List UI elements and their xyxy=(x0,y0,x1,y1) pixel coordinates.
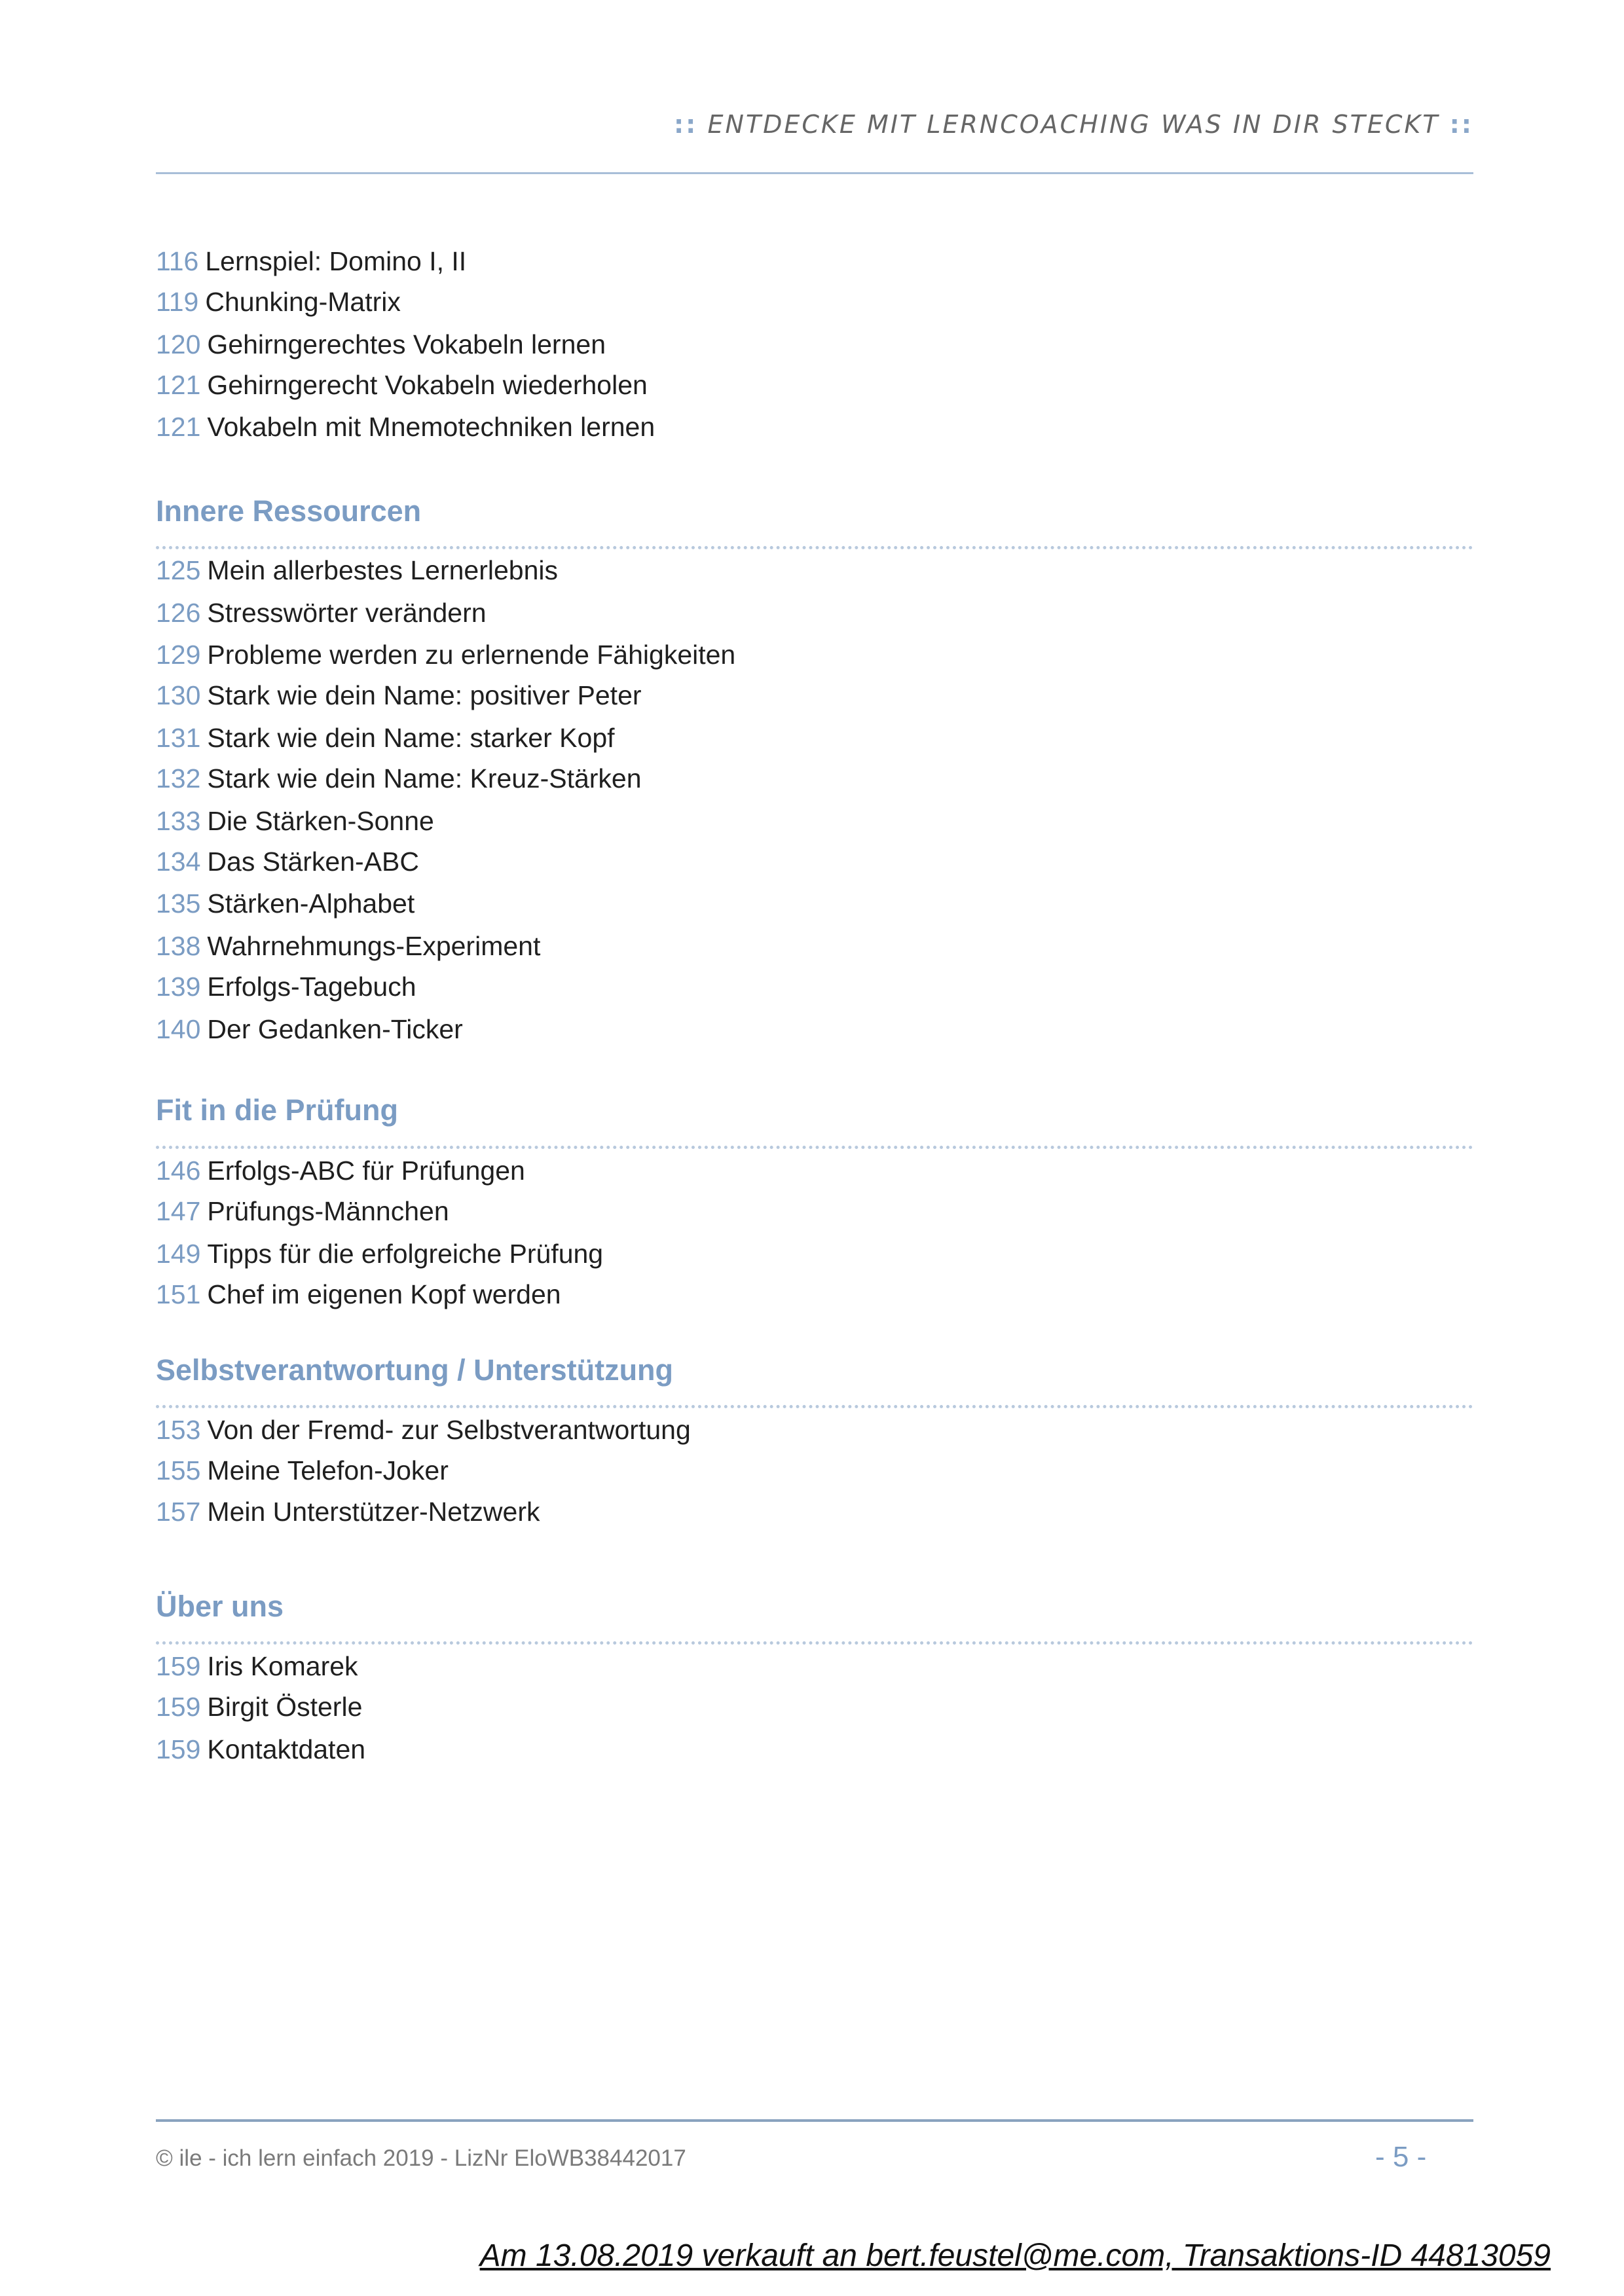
toc-entry[interactable] xyxy=(156,887,415,920)
toc-entry[interactable] xyxy=(156,638,735,671)
toc-entry[interactable] xyxy=(156,1154,525,1187)
toc-page-number: 146 xyxy=(156,1156,201,1186)
toc-page-number: 155 xyxy=(156,1455,201,1485)
page-number: - 5 - xyxy=(1375,2141,1427,2173)
toc-entry[interactable] xyxy=(156,285,401,318)
toc-page-number: 131 xyxy=(156,723,201,753)
toc-entry[interactable] xyxy=(156,1495,540,1528)
toc-entry[interactable] xyxy=(156,554,558,587)
toc-entry-title: Vokabeln mit Mnemotechniken lernen xyxy=(207,412,655,442)
toc-entry[interactable] xyxy=(156,1690,362,1723)
header-left-colons: :: xyxy=(673,110,698,139)
toc-page-number: 159 xyxy=(156,1651,201,1681)
section-divider xyxy=(156,1146,1473,1149)
toc-entry-title: Chef im eigenen Kopf werden xyxy=(207,1279,561,1309)
toc-page-number: 149 xyxy=(156,1239,201,1269)
toc-entry-title: Birgit Österle xyxy=(207,1692,363,1722)
toc-entry-title: Kontaktdaten xyxy=(207,1734,366,1764)
toc-page-number: 134 xyxy=(156,847,201,877)
toc-entry-title: Mein allerbestes Lernerlebnis xyxy=(207,555,558,585)
toc-entry-title: Erfolgs-ABC für Prüfungen xyxy=(207,1156,525,1186)
toc-entry-title: Meine Telefon-Joker xyxy=(207,1455,449,1485)
header-right-colons: :: xyxy=(1449,110,1473,139)
toc-entry[interactable] xyxy=(156,1413,691,1446)
toc-page-number: 121 xyxy=(156,370,201,400)
toc-page-number: 135 xyxy=(156,888,201,919)
toc-page-number: 125 xyxy=(156,555,201,585)
toc-entry-title: Erfolgs-Tagebuch xyxy=(207,972,416,1002)
toc-page-number: 126 xyxy=(156,598,201,628)
toc-page-number: 121 xyxy=(156,412,201,442)
toc-entry[interactable] xyxy=(156,1278,561,1311)
toc-entry[interactable] xyxy=(156,1733,365,1766)
toc-entry-title: Tipps für die erfolgreiche Prüfung xyxy=(207,1239,604,1269)
toc-entry-title: Wahrnehmungs-Experiment xyxy=(207,931,541,961)
section-heading: Fit in die Prüfung xyxy=(156,1093,398,1127)
toc-entry-title: Lernspiel: Domino I, II xyxy=(205,246,467,276)
toc-entry-title: Stark wie dein Name: Kreuz-Stärken xyxy=(207,763,642,793)
sale-notice: Am 13.08.2019 verkauft an bert.feustel@me.com, Transaktions-ID 44813059 xyxy=(479,2238,1551,2273)
toc-entry-title: Der Gedanken-Ticker xyxy=(207,1014,463,1044)
toc-entry[interactable] xyxy=(156,805,434,837)
toc-entry[interactable] xyxy=(156,679,642,712)
toc-entry[interactable] xyxy=(156,1237,603,1270)
toc-entry[interactable] xyxy=(156,410,655,443)
toc-entry-title: Gehirngerecht Vokabeln wiederholen xyxy=(207,370,648,400)
section-divider xyxy=(156,1405,1473,1408)
footer-divider xyxy=(156,2119,1473,2122)
toc-page-number: 130 xyxy=(156,680,201,710)
toc-entry-title: Mein Unterstützer-Netzwerk xyxy=(207,1497,540,1527)
toc-entry[interactable] xyxy=(156,721,615,754)
toc-entry[interactable] xyxy=(156,1013,463,1046)
toc-entry-title: Stark wie dein Name: starker Kopf xyxy=(207,723,615,753)
section-divider xyxy=(156,546,1473,549)
toc-entry-title: Stark wie dein Name: positiver Peter xyxy=(207,680,642,710)
toc-page-number: 157 xyxy=(156,1497,201,1527)
toc-entry-title: Von der Fremd- zur Selbstverantwortung xyxy=(207,1415,691,1445)
toc-entry-title: Das Stärken-ABC xyxy=(207,847,419,877)
toc-page-number: 139 xyxy=(156,972,201,1002)
toc-entry[interactable] xyxy=(156,596,487,629)
section-heading: Über uns xyxy=(156,1590,284,1623)
toc-entry[interactable] xyxy=(156,369,648,401)
toc-entry-title: Chunking-Matrix xyxy=(205,287,401,317)
toc-entry-title: Stresswörter verändern xyxy=(207,598,487,628)
toc-entry[interactable] xyxy=(156,1195,449,1228)
toc-entry[interactable] xyxy=(156,845,419,878)
toc-page-number: 159 xyxy=(156,1692,201,1722)
toc-page-number: 140 xyxy=(156,1014,201,1044)
section-heading: Innere Ressourcen xyxy=(156,494,422,528)
toc-entry[interactable] xyxy=(156,328,606,361)
toc-page-number: 133 xyxy=(156,806,201,836)
toc-entry[interactable] xyxy=(156,1650,358,1683)
toc-page-number: 159 xyxy=(156,1734,201,1764)
footer-copyright: © ile - ich lern einfach 2019 - LizNr EloWB38442017 xyxy=(156,2145,686,2171)
toc-page-number: 119 xyxy=(156,287,199,317)
toc-entry[interactable] xyxy=(156,245,466,278)
header-title: ENTDECKE MIT LERNCOACHING WAS IN DIR STECKT xyxy=(707,110,1440,139)
toc-entry-title: Gehirngerechtes Vokabeln lernen xyxy=(207,329,606,359)
toc-entry-title: Stärken-Alphabet xyxy=(207,888,415,919)
toc-page-number: 138 xyxy=(156,931,201,961)
toc-page-number: 132 xyxy=(156,763,201,793)
toc-entry-title: Iris Komarek xyxy=(207,1651,358,1681)
toc-page-number: 151 xyxy=(156,1279,201,1309)
toc-entry[interactable] xyxy=(156,1454,449,1487)
toc-page-number: 129 xyxy=(156,640,201,670)
header-divider xyxy=(156,172,1473,174)
toc-page-number: 116 xyxy=(156,246,199,276)
toc-entry-title: Die Stärken-Sonne xyxy=(207,806,434,836)
toc-page-number: 120 xyxy=(156,329,201,359)
toc-entry-title: Prüfungs-Männchen xyxy=(207,1196,449,1226)
toc-entry-title: Probleme werden zu erlernende Fähigkeiten xyxy=(207,640,736,670)
toc-entry[interactable] xyxy=(156,762,642,795)
toc-entry[interactable] xyxy=(156,970,416,1003)
toc-page-number: 153 xyxy=(156,1415,201,1445)
toc-entry[interactable] xyxy=(156,930,540,962)
section-heading: Selbstverantwortung / Unterstützung xyxy=(156,1353,674,1387)
section-divider xyxy=(156,1641,1473,1645)
running-header xyxy=(156,110,1473,139)
toc-page-number: 147 xyxy=(156,1196,201,1226)
